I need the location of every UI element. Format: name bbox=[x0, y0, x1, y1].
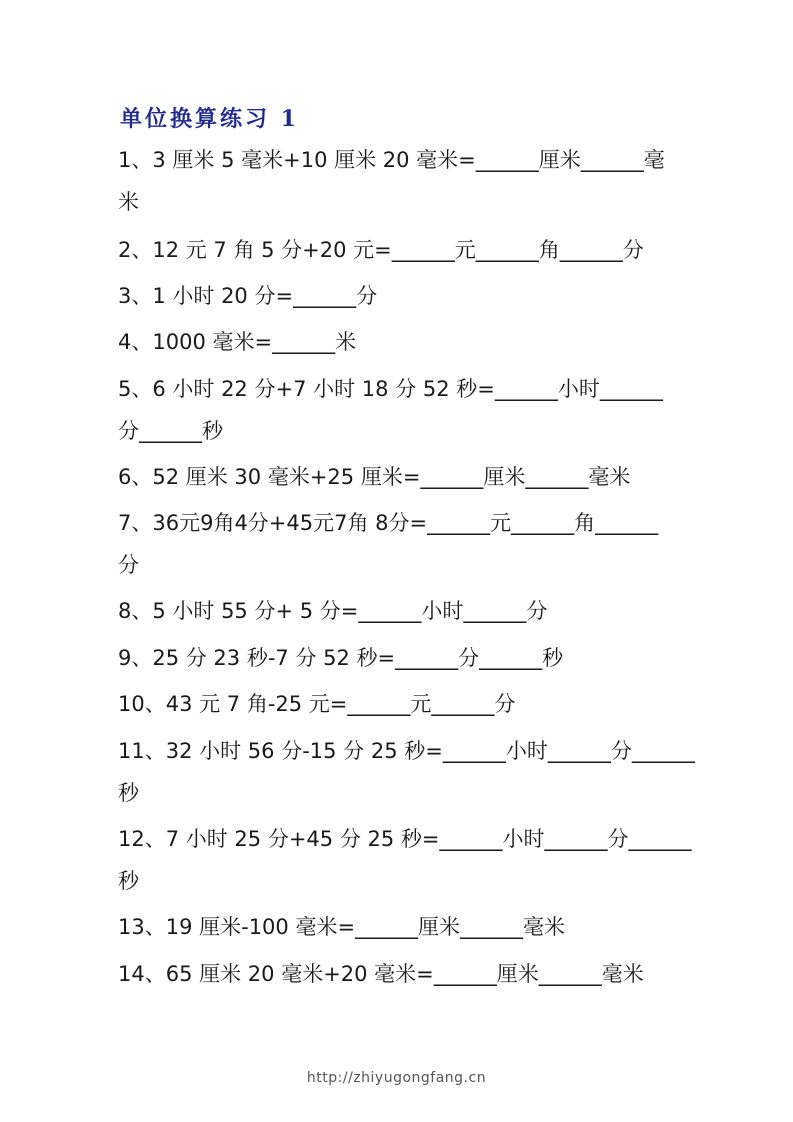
question-12-line-2: 秒 bbox=[118, 869, 139, 893]
question-5-line-1: 5、6 小时 22 分+7 小时 18 分 52 秒=______小时______ bbox=[118, 377, 663, 401]
question-10: 10、43 元 7 角-25 元=______元______分 bbox=[118, 692, 516, 716]
question-5-line-2: 分______秒 bbox=[118, 419, 223, 443]
question-1-line-1: 1、3 厘米 5 毫米+10 厘米 20 毫米=______厘米______毫 bbox=[118, 148, 665, 172]
question-1-line-2: 米 bbox=[118, 190, 139, 214]
question-4: 4、1000 毫米=______米 bbox=[118, 330, 357, 354]
question-14: 14、65 厘米 20 毫米+20 毫米=______厘米______毫米 bbox=[118, 962, 644, 986]
question-13: 13、19 厘米-100 毫米=______厘米______毫米 bbox=[118, 915, 566, 939]
question-6: 6、52 厘米 30 毫米+25 厘米=______厘米______毫米 bbox=[118, 465, 631, 489]
question-3: 3、1 小时 20 分=______分 bbox=[118, 284, 378, 308]
question-9: 9、25 分 23 秒-7 分 52 秒=______分______秒 bbox=[118, 646, 564, 670]
question-8: 8、5 小时 55 分+ 5 分=______小时______分 bbox=[118, 599, 548, 623]
question-11-line-2: 秒 bbox=[118, 781, 139, 805]
question-12-line-1: 12、7 小时 25 分+45 分 25 秒=______小时______分______ bbox=[118, 827, 692, 851]
question-7-line-2: 分 bbox=[118, 553, 139, 577]
question-2: 2、12 元 7 角 5 分+20 元=______元______角______分 bbox=[118, 238, 644, 262]
question-11-line-1: 11、32 小时 56 分-15 分 25 秒=______小时______分______ bbox=[118, 739, 695, 763]
worksheet-title: 单位换算练习 1 bbox=[120, 106, 299, 132]
footer-url: http://zhiyugongfang.cn bbox=[306, 1070, 487, 1086]
question-7-line-1: 7、36元9角4分+45元7角 8分=______元______角______ bbox=[118, 511, 659, 535]
